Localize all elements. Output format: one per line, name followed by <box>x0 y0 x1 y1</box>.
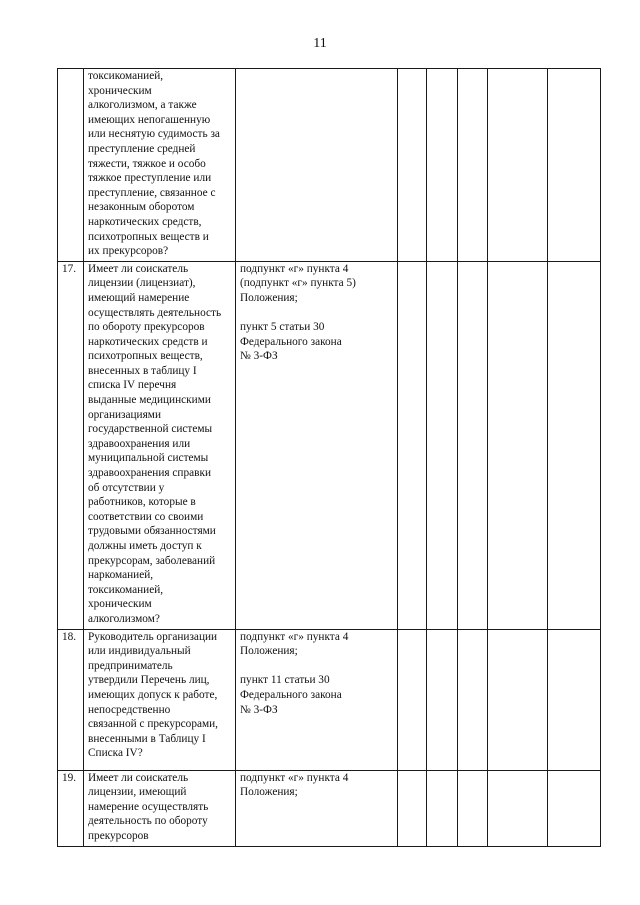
extra-cell <box>548 770 601 846</box>
row-number: 17. <box>58 261 84 629</box>
row-number <box>58 69 84 262</box>
answer-na-cell <box>458 629 488 770</box>
answer-na-cell <box>458 261 488 629</box>
answer-na-cell <box>458 770 488 846</box>
table-row <box>58 69 601 262</box>
answer-yes-cell <box>398 69 427 262</box>
page-number: 11 <box>313 36 327 51</box>
answer-yes-cell <box>398 770 427 846</box>
reference-cell: подпункт «г» пункта 4 Положения; <box>236 770 398 846</box>
note-cell <box>488 69 548 262</box>
note-cell <box>488 629 548 770</box>
answer-yes-cell <box>398 629 427 770</box>
question-cell: Имеет ли соискатель лицензии (лицензиат), имеющий намерение осуществлять деятельность по обороту прекурсоров наркотических средств и психотропных веществ, внесенных в таблицу I списка IV перечня выданные медицинскими организациями государственной системы здравоохранения или муниципальной системы здравоохранения справки об отсутствии у работников, которые в соответствии со своими трудовыми обязанностями должны иметь доступ к прекурсорам, заболеваний наркоманией, токсикоманией, хроническим алкоголизмом? <box>84 261 236 629</box>
question-cell: Имеет ли соискатель лицензии, имеющий намерение осуществлять деятельность по обороту прекурсоров <box>84 770 236 846</box>
answer-no-cell <box>427 770 458 846</box>
checklist-table <box>57 68 601 847</box>
reference-cell <box>236 69 398 262</box>
table-row <box>58 629 601 770</box>
note-cell <box>488 770 548 846</box>
note-cell <box>488 261 548 629</box>
answer-no-cell <box>427 629 458 770</box>
question-cell: токсикоманией, хроническим алкоголизмом, а также имеющих непогашенную или неснятую судимость за преступление средней тяжести, тяжкое и особо тяжкое преступление или преступление, связанное с незаконным оборотом наркотических средств, психотропных веществ и их прекурсоров? <box>84 69 236 262</box>
row-number: 18. <box>58 629 84 770</box>
answer-no-cell <box>427 69 458 262</box>
answer-no-cell <box>427 261 458 629</box>
extra-cell <box>548 629 601 770</box>
question-cell: Руководитель организации или индивидуальный предприниматель утвердили Перечень лиц, имеющих допуск к работе, непосредственно связанной с прекурсорами, внесенными в Таблицу I Списка IV? <box>84 629 236 770</box>
reference-cell: подпункт «г» пункта 4 (подпункт «г» пункта 5) Положения; пункт 5 статьи 30 Федерального закона № 3-ФЗ <box>236 261 398 629</box>
row-number: 19. <box>58 770 84 846</box>
answer-yes-cell <box>398 261 427 629</box>
extra-cell <box>548 261 601 629</box>
table-row <box>58 770 601 846</box>
extra-cell <box>548 69 601 262</box>
table-row <box>58 261 601 629</box>
answer-na-cell <box>458 69 488 262</box>
reference-cell: подпункт «г» пункта 4 Положения; пункт 11 статьи 30 Федерального закона № 3-ФЗ <box>236 629 398 770</box>
